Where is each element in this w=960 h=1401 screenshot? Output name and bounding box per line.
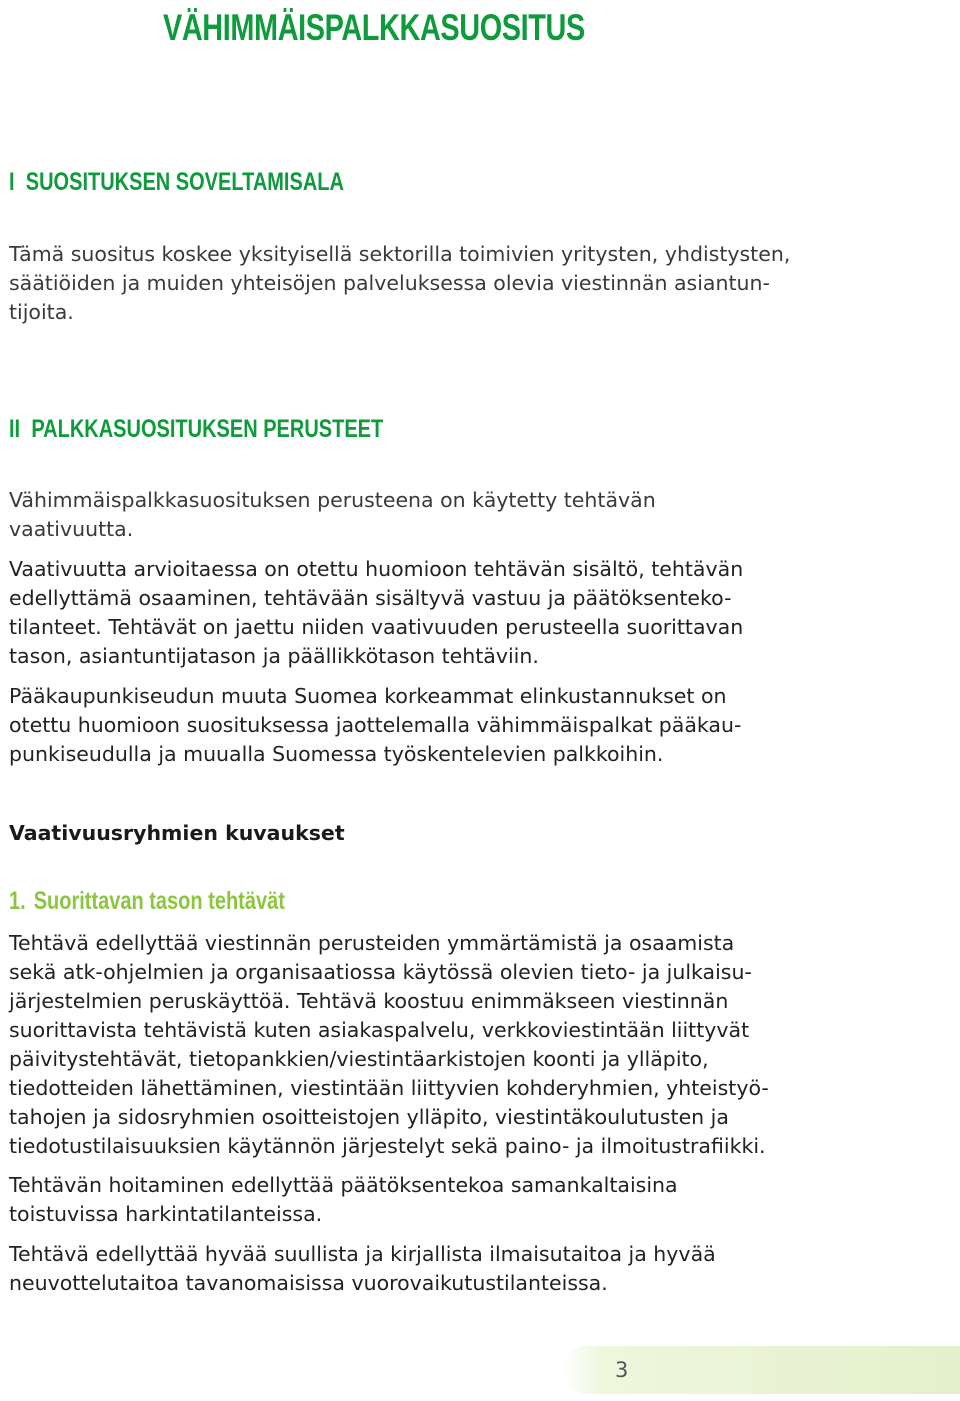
group-heading-1 — [9, 885, 285, 917]
section-title: SUOSITUKSEN SOVELTAMISALA — [25, 168, 344, 196]
text-line: Tehtävän hoitaminen edellyttää päätöksentekoa samankaltaisina — [9, 1173, 678, 1197]
section-title: PALKKASUOSITUKSEN PERUSTEET — [31, 415, 384, 443]
text-line: toistuvissa harkintatilanteissa. — [9, 1202, 323, 1226]
text-line: tason, asiantuntijatason ja päällikkötason tehtäviin. — [9, 644, 539, 668]
text-line: punkiseudulla ja muualla Suomessa työskentelevien palkkoihin. — [9, 742, 664, 766]
paragraph — [9, 555, 743, 671]
text-line: vaativuutta. — [9, 517, 134, 541]
text-line: Tehtävä edellyttää viestinnän perusteiden ymmärtämistä ja osaamista — [9, 931, 735, 955]
section-heading-2 — [9, 413, 383, 445]
group-number: 1. — [9, 887, 26, 915]
text-line: Vähimmäispalkkasuosituksen perusteena on käytetty tehtävän — [9, 488, 656, 512]
text-line: suorittavista tehtävistä kuten asiakaspalvelu, verkkoviestintään liittyvät — [9, 1018, 750, 1042]
text-line: neuvottelutaitoa tavanomaisissa vuorovaikutustilanteissa. — [9, 1271, 608, 1295]
section-heading-1 — [9, 166, 344, 198]
text-line: tahojen ja sidosryhmien osoitteistojen ylläpito, viestintäkoulutusten ja — [9, 1105, 729, 1129]
text-line: päivitystehtävät, tietopankkien/viestintäarkistojen koonti ja ylläpito, — [9, 1047, 709, 1071]
page-title: VÄHIMMÄISPALKKASUOSITUS — [163, 7, 585, 48]
text-line: sekä atk-ohjelmien ja organisaatiossa käytössä olevien tieto- ja julkaisu- — [9, 960, 752, 984]
text-line: edellyttämä osaaminen, tehtävään sisältyvä vastuu ja päätöksenteko- — [9, 586, 732, 610]
paragraph — [9, 1240, 716, 1298]
text-line: Pääkaupunkiseudun muuta Suomea korkeammat elinkustannukset on — [9, 684, 727, 708]
page-number: 3 — [615, 1358, 629, 1382]
paragraph — [9, 240, 790, 327]
subheading: Vaativuusryhmien kuvaukset — [9, 821, 345, 845]
paragraph — [9, 1171, 678, 1229]
paragraph — [9, 929, 769, 1161]
text-line: Tämä suositus koskee yksityisellä sektorilla toimivien yritysten, yhdistysten, — [9, 242, 791, 266]
text-line: tijoita. — [9, 300, 74, 324]
paragraph — [9, 486, 656, 544]
text-line: otettu huomioon suosituksessa jaottelemalla vähimmäispalkat pääkau- — [9, 713, 742, 737]
paragraph — [9, 682, 741, 769]
text-line: tilanteet. Tehtävät on jaettu niiden vaativuuden perusteella suorittavan — [9, 615, 744, 639]
text-line: Vaativuutta arvioitaessa on otettu huomioon tehtävän sisältö, tehtävän — [9, 557, 744, 581]
section-number: I — [9, 168, 15, 196]
text-line: tiedotustilaisuuksien käytännön järjestelyt sekä paino- ja ilmoitustrafiikki. — [9, 1134, 766, 1158]
text-line: säätiöiden ja muiden yhteisöjen palveluksessa olevia viestinnän asiantun- — [9, 271, 770, 295]
text-line: Tehtävä edellyttää hyvää suullista ja kirjallista ilmaisutaitoa ja hyvää — [9, 1242, 716, 1266]
section-number: II — [9, 415, 21, 443]
text-line: tiedotteiden lähettäminen, viestintään liittyvien kohderyhmien, yhteistyö- — [9, 1076, 769, 1100]
text-line: järjestelmien peruskäyttöä. Tehtävä koostuu enimmäkseen viestinnän — [9, 989, 729, 1013]
group-title: Suorittavan tason tehtävät — [33, 887, 285, 915]
